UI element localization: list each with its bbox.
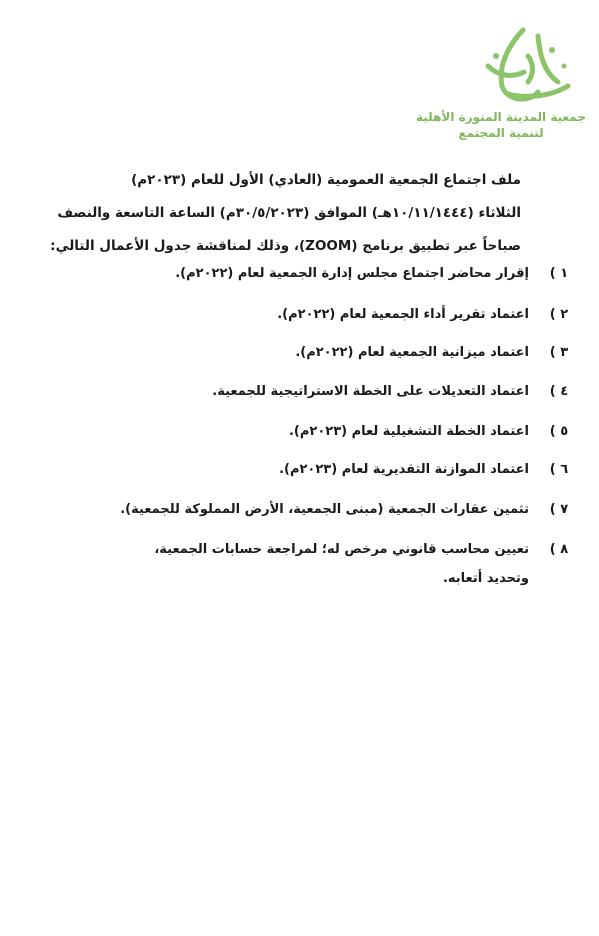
agenda-number: ٢ ): [549, 307, 569, 322]
organization-tagline: لتنمية المجتمع: [458, 126, 544, 140]
agenda-item-continuation: وتحديد أتعابه.: [442, 571, 529, 586]
agenda-item: إقرار محاضر اجتماع مجلس إدارة الجمعية لعام (٢٠٢٢م).: [175, 266, 529, 281]
agenda-item: اعتماد تقرير أداء الجمعية لعام (٢٠٢٢م).: [277, 307, 529, 322]
organization-name: جمعية المدينة المنورة الأهلية: [416, 110, 586, 124]
agenda-number: ٦ ): [549, 462, 569, 477]
intro-agenda-line: صباحاً عبر تطبيق برنامج (ZOOM)، وذلك لمناقشة جدول الأعمال التالي:: [50, 238, 521, 254]
intro-title: ملف اجتماع الجمعية العمومية (العادي) الأول للعام (٢٠٢٣م): [131, 172, 521, 188]
agenda-item: اعتماد التعديلات على الخطة الاستراتيجية للجمعية.: [212, 384, 529, 399]
agenda-item: تعيين محاسب قانوني مرخص له؛ لمراجعة حسابات الجمعية،: [154, 542, 529, 557]
agenda-number: ٨ ): [549, 542, 569, 557]
agenda-item: اعتماد ميزانية الجمعية لعام (٢٠٢٢م).: [295, 345, 529, 360]
agenda-number: ٣ ): [549, 345, 569, 360]
agenda-number: ٤ ): [549, 384, 569, 399]
agenda-number: ٧ ): [549, 502, 569, 517]
agenda-number: ٥ ): [549, 424, 569, 439]
calligraphy-logo-icon: [468, 26, 578, 108]
agenda-item: اعتماد الموازنة التقديرية لعام (٢٠٢٣م).: [279, 462, 529, 477]
agenda-number: ١ ): [549, 266, 569, 281]
agenda-item: تثمين عقارات الجمعية (مبنى الجمعية، الأرض المملوكة للجمعية).: [120, 502, 529, 517]
agenda-item: اعتماد الخطة التشغيلية لعام (٢٠٢٣م).: [288, 424, 529, 439]
intro-date-line: الثلاثاء (١٠/١١/١٤٤٤هـ) الموافق (٣٠/٥/٢٠٢٣م) الساعة التاسعة والنصف: [57, 205, 521, 221]
